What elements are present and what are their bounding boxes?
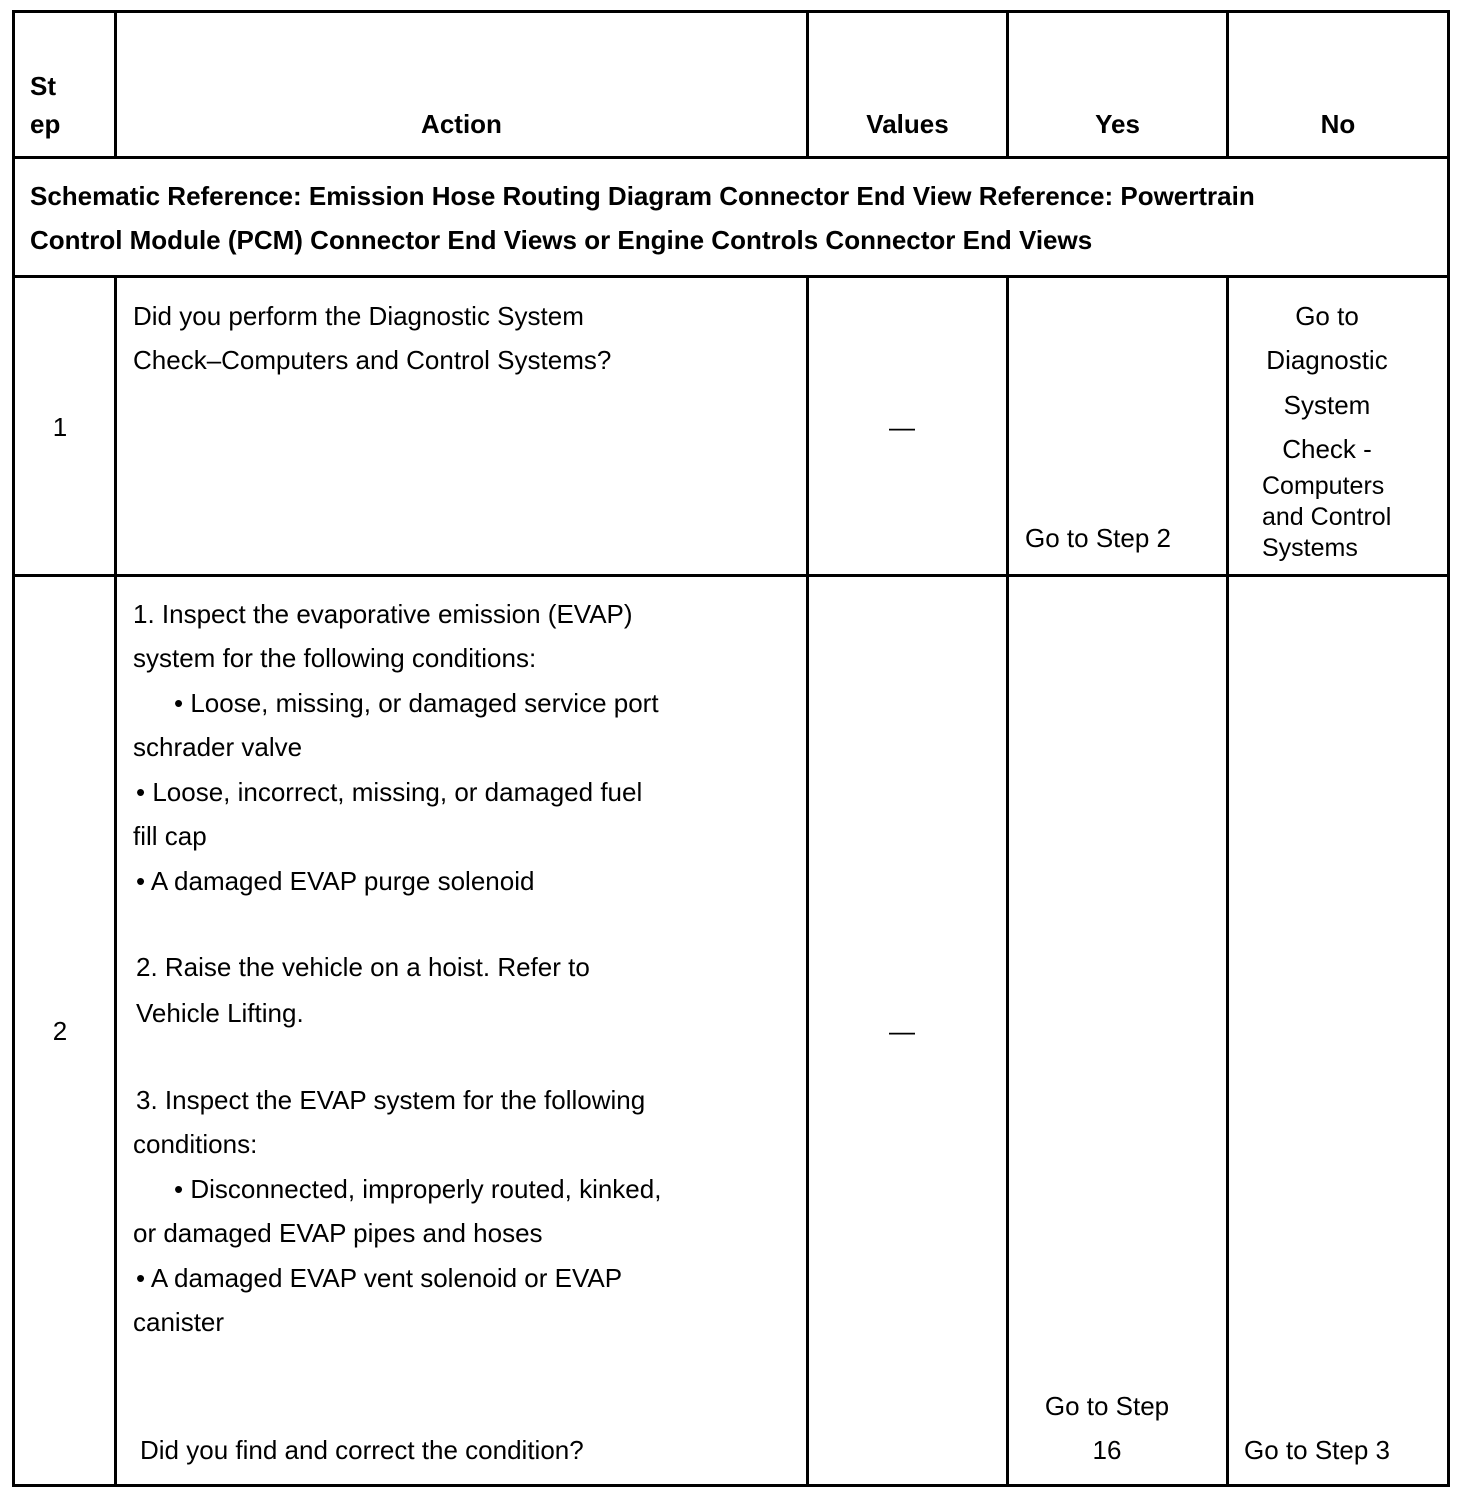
row2-yes-link-line[interactable]: Go to Step bbox=[1044, 1391, 1170, 1421]
header-yes: Yes bbox=[1095, 109, 1140, 139]
header-divider bbox=[12, 156, 1450, 159]
row1-no-link-line[interactable]: Diagnostic bbox=[1266, 345, 1388, 375]
row1-no-link-line[interactable]: System bbox=[1283, 390, 1371, 420]
table-border-top bbox=[12, 10, 1450, 13]
row1-value: — bbox=[889, 412, 915, 442]
schematic-reference-line2: Control Module (PCM) Connector End Views or Engine Controls Connector End Views bbox=[30, 225, 1093, 255]
row1-no-link-line[interactable]: Computers bbox=[1262, 472, 1385, 500]
row2-step-number: 2 bbox=[52, 1016, 68, 1046]
schematic-divider bbox=[12, 275, 1450, 278]
row2-action-line: canister bbox=[133, 1307, 225, 1337]
row1-step-number: 1 bbox=[52, 412, 68, 442]
row2-action-line: 3. Inspect the EVAP system for the following bbox=[136, 1085, 646, 1115]
row1-no-link-line[interactable]: Check - bbox=[1282, 434, 1372, 464]
row2-yes-link-line[interactable]: 16 bbox=[1092, 1435, 1122, 1465]
row2-action-question: Did you find and correct the condition? bbox=[140, 1435, 584, 1465]
row2-action-line: conditions: bbox=[133, 1129, 258, 1159]
row2-action-line: system for the following conditions: bbox=[133, 643, 537, 673]
row2-action-line: • A damaged EVAP purge solenoid bbox=[136, 866, 535, 896]
row2-action-line: fill cap bbox=[133, 821, 207, 851]
table-border-right bbox=[1447, 10, 1450, 1487]
row2-action-line: • Loose, incorrect, missing, or damaged fuel bbox=[136, 777, 643, 807]
row2-value: — bbox=[889, 1016, 915, 1046]
header-step-line1: St bbox=[30, 71, 56, 101]
header-no: No bbox=[1320, 109, 1356, 139]
header-action: Action bbox=[421, 109, 502, 139]
row2-action-line: Vehicle Lifting. bbox=[136, 998, 304, 1028]
header-step-line2: ep bbox=[30, 109, 61, 139]
table-border-bottom bbox=[12, 1484, 1450, 1487]
row1-no-link-line[interactable]: Go to bbox=[1295, 301, 1359, 331]
row1-no-link-line[interactable]: Systems bbox=[1262, 534, 1358, 562]
row2-action-line: • Disconnected, improperly routed, kinked, bbox=[174, 1174, 662, 1204]
row2-action-line: • Loose, missing, or damaged service port bbox=[174, 688, 659, 718]
row2-action-line: or damaged EVAP pipes and hoses bbox=[133, 1218, 543, 1248]
col-divider-values bbox=[1006, 275, 1009, 1487]
row2-action-line: schrader valve bbox=[133, 732, 303, 762]
row1-no-link-line[interactable]: and Control bbox=[1262, 503, 1392, 531]
schematic-reference-line1: Schematic Reference: Emission Hose Routing Diagram Connector End View Reference: Powertrain bbox=[30, 181, 1255, 211]
row2-action-line: 1. Inspect the evaporative emission (EVAP) bbox=[133, 599, 633, 629]
header-values: Values bbox=[866, 109, 949, 139]
row2-no-link[interactable]: Go to Step 3 bbox=[1244, 1435, 1390, 1465]
col-divider-action bbox=[806, 275, 809, 1487]
row1-divider bbox=[12, 574, 1450, 577]
col-divider-step bbox=[114, 275, 117, 1487]
row2-action-line: 2. Raise the vehicle on a hoist. Refer to bbox=[136, 952, 590, 982]
row1-action-line: Check–Computers and Control Systems? bbox=[133, 345, 612, 375]
row1-yes-link[interactable]: Go to Step 2 bbox=[1025, 523, 1171, 553]
row2-action-line: • A damaged EVAP vent solenoid or EVAP bbox=[136, 1263, 623, 1293]
table-border-left bbox=[12, 10, 15, 1487]
diagnostic-table bbox=[12, 10, 1460, 1491]
row1-action-line: Did you perform the Diagnostic System bbox=[133, 301, 584, 331]
